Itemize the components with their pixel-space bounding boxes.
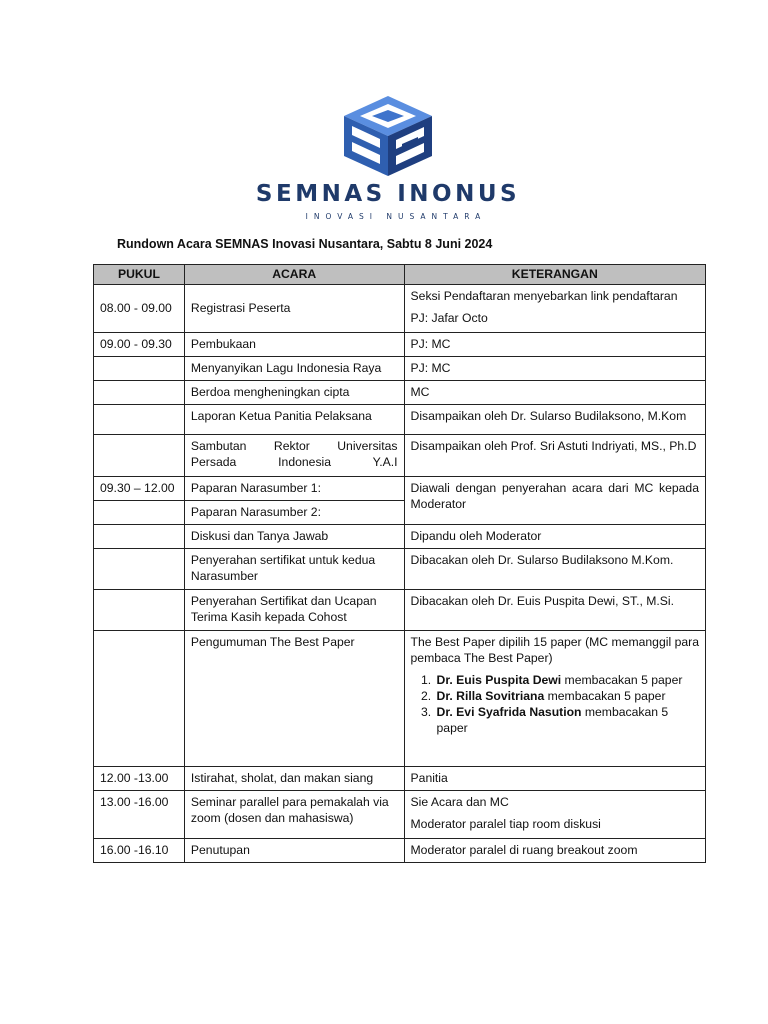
table-header-row	[94, 265, 706, 285]
cell-event: Pembukaan	[184, 333, 404, 357]
cell-note: Disampaikan oleh Dr. Sularso Budilaksono, M.Kom	[404, 405, 705, 435]
cell-note: Dibacakan oleh Dr. Sularso Budilaksono M.Kom.	[404, 549, 705, 590]
cell-event: Pengumuman The Best Paper	[184, 631, 404, 767]
cell-note: Dibacakan oleh Dr. Euis Puspita Dewi, ST., M.Si.	[404, 590, 705, 631]
table-row	[94, 791, 706, 839]
cell-note: Moderator paralel di ruang breakout zoom	[404, 839, 705, 863]
cell-time	[94, 435, 185, 477]
cell-time: 13.00 -16.00	[94, 791, 185, 839]
cell-event: Registrasi Peserta	[184, 285, 404, 333]
note-line: The Best Paper dipilih 15 paper (MC memanggil para pembaca The Best Paper)	[410, 635, 699, 665]
reader-name: Dr. Euis Puspita Dewi	[436, 673, 562, 687]
cell-note	[404, 791, 705, 839]
reader-name: Dr. Rilla Sovitriana	[436, 689, 545, 703]
table-row	[94, 477, 706, 501]
cell-time	[94, 405, 185, 435]
header-acara: ACARA	[184, 265, 404, 285]
table-row	[94, 525, 706, 549]
note-line: Moderator paralel tiap room diskusi	[410, 817, 601, 831]
cell-event: Menyanyikan Lagu Indonesia Raya	[184, 357, 404, 381]
note-line: Seksi Pendaftaran menyebarkan link pendaftaran	[410, 289, 678, 303]
cell-event: Istirahat, sholat, dan makan siang	[184, 767, 404, 791]
cell-note	[404, 631, 705, 767]
cell-time	[94, 549, 185, 590]
reader-text: membacakan 5 paper	[561, 673, 683, 687]
cell-time: 09.30 – 12.00	[94, 477, 185, 501]
list-item	[435, 704, 699, 736]
table-row	[94, 549, 706, 590]
cell-time: 12.00 -13.00	[94, 767, 185, 791]
table-row	[94, 285, 706, 333]
cell-event: Paparan Narasumber 1:	[184, 477, 404, 501]
cell-time	[94, 525, 185, 549]
cell-time	[94, 357, 185, 381]
cell-event: Penutupan	[184, 839, 404, 863]
cell-event: Diskusi dan Tanya Jawab	[184, 525, 404, 549]
table-row	[94, 590, 706, 631]
table-row	[94, 381, 706, 405]
cell-time	[94, 590, 185, 631]
document-title: Rundown Acara SEMNAS Inovasi Nusantara, Sabtu 8 Juni 2024	[117, 237, 493, 251]
table-row	[94, 435, 706, 477]
brand-tagline: INOVASI NUSANTARA	[305, 212, 487, 221]
cell-event: Sambutan Rektor Universitas Persada Indonesia Y.A.I	[184, 435, 404, 477]
cell-event: Penyerahan sertifikat untuk kedua Narasumber	[184, 549, 404, 590]
brand-name: SEMNAS INONUS	[255, 181, 521, 207]
cell-note: Diawali dengan penyerahan acara dari MC kepada Moderator	[404, 477, 705, 525]
table-row	[94, 405, 706, 435]
reader-text: membacakan 5 paper	[544, 689, 666, 703]
cell-note: PJ: MC	[404, 357, 705, 381]
table-row	[94, 631, 706, 767]
header-pukul: PUKUL	[94, 265, 185, 285]
cell-time	[94, 501, 185, 525]
cell-note: PJ: MC	[404, 333, 705, 357]
rundown-table	[93, 264, 706, 863]
list-item	[435, 672, 699, 688]
cell-note	[404, 285, 705, 333]
cell-time: 09.00 - 09.30	[94, 333, 185, 357]
cell-event: Paparan Narasumber 2:	[184, 501, 404, 525]
note-line: PJ: Jafar Octo	[410, 311, 488, 325]
best-paper-list	[411, 672, 699, 736]
cell-time: 16.00 -16.10	[94, 839, 185, 863]
cell-event: Seminar parallel para pemakalah via zoom (dosen dan mahasiswa)	[184, 791, 404, 839]
table-row	[94, 357, 706, 381]
header-keterangan: KETERANGAN	[404, 265, 705, 285]
cell-time	[94, 631, 185, 767]
cell-event: Penyerahan Sertifikat dan Ucapan Terima Kasih kepada Cohost	[184, 590, 404, 631]
reader-name: Dr. Evi Syafrida Nasution	[436, 705, 582, 719]
cell-time: 08.00 - 09.00	[94, 285, 185, 333]
cell-note: Disampaikan oleh Prof. Sri Astuti Indriyati, MS., Ph.D	[404, 435, 705, 477]
list-item	[435, 688, 699, 704]
reader-text: membacakan 5 paper	[436, 705, 669, 735]
table-row	[94, 333, 706, 357]
cell-note: Dipandu oleh Moderator	[404, 525, 705, 549]
note-line: Sie Acara dan MC	[410, 795, 509, 809]
table-row	[94, 839, 706, 863]
cell-note: MC	[404, 381, 705, 405]
cell-note: Panitia	[404, 767, 705, 791]
cell-event: Berdoa mengheningkan cipta	[184, 381, 404, 405]
cell-time	[94, 381, 185, 405]
table-row	[94, 767, 706, 791]
cell-event: Laporan Ketua Panitia Pelaksana	[184, 405, 404, 435]
cube-logo-icon	[340, 94, 436, 178]
